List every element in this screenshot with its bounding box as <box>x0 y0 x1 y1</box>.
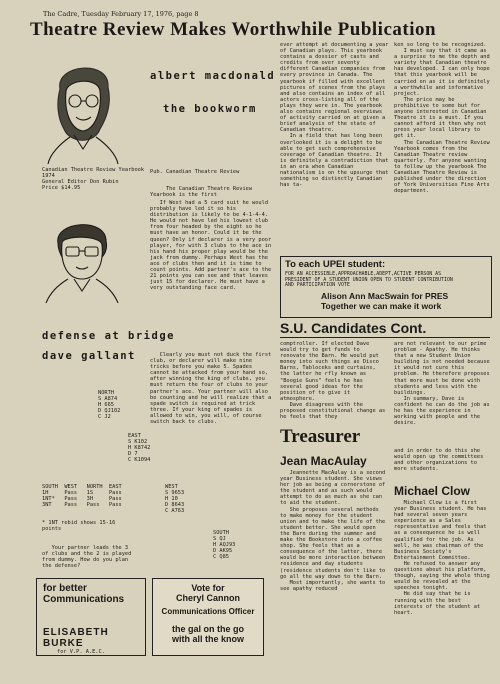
portrait-albert-macdonald <box>40 49 125 164</box>
page-header: The Cadre, Tuesday February 17, 1976, page 8 <box>43 10 199 18</box>
hand-north: NORTH S A874 H 665 D QJ102 C J2 <box>98 390 121 421</box>
column-title: the bookworm <box>163 103 257 115</box>
ad-cannon-line-5: with all the know <box>171 634 244 644</box>
ad-cannon-line-3: Communications Officer <box>161 607 255 616</box>
ad-upei-line-2: PRESIDENT OF A STUDENT UNION OPEN TO STUDENT CONTRIBUTION <box>285 276 453 283</box>
ad-burke-name: ELISABETH BURKE <box>43 627 109 649</box>
book-caption: Canadian Theatre Review Yearbook 1974 General Editor Don Rubin Price $14.95 <box>42 167 145 192</box>
ad-upei-candidate: Alison Ann MacSwain for PRES <box>321 290 449 301</box>
ad-burke-line-2: Communications <box>43 594 125 605</box>
ad-upei-line-3: AND PARTICIPATION VOTE <box>285 282 350 289</box>
su-column-1: comptroller. If elected Dave would try to get funds to renovate the Barn. He would put money into such things as Disco Barns, Tabloceks and curtains, the latter he rfly known as "Boogie Guns" feels he has several good ideas for the position of to give it atmosphere. Dave disagrees with the proposed constitutional change as he feels that they <box>280 341 386 421</box>
review-intro: The Canadian Theatre Review Yearbook is the first <box>150 186 256 199</box>
hand-east: EAST S K102 H K8742 D 7 C K1094 <box>128 433 151 464</box>
column-author-name: albert macdonald <box>150 70 276 82</box>
publisher-credit: Pub. Canadian Theatre Review <box>150 169 240 175</box>
candidate-jean-continued: and in order to do this she would open up the committees and other organizations to more students. <box>394 448 487 473</box>
bridge-paragraph-2: Clearly you must not duck the first club, or declarer will make nine tricks before you make 5. Spades cannot be attacked from your hand so, after winning the king of clubs, you must return the four of clubs to your partner's ace. Your partner will also be counting and he will realize that a spade switch is required at trick three. If your king of spades is allowed to win, you will, of course switch back to clubs. <box>150 352 275 426</box>
review-column-2: ever attempt at documenting a year of Canadian plays. This yearbook contains a dossier of casts and credits from over seventy different Canadian companies from every province in Canada. The yearbook if filled with excellent pictures of scenes from the plays and also contains an index of all actors cross-listing all of the plays they were in. The yearbook also contains regional overviews of activity carried on at given a brief analysis of the state of Canadian theatre. In a field that has long been overlooked it is a delight to be able to get such comprehensive coverage of Canadian theatre. It is definitely a contradiction that in an era when Canadian nationalism is on the upsurge that something so distinctly Canadian has ta- <box>280 42 389 189</box>
ad-cannon-line-4: the gal on the go <box>172 624 244 634</box>
headline: Theatre Review Makes Worthwhile Publication <box>30 19 437 40</box>
ad-elisabeth-burke <box>36 578 146 656</box>
su-headline: S.U. Candidates Cont. <box>280 320 427 336</box>
bridge-column-title: defense at bridge <box>42 330 175 342</box>
hand-south: SOUTH S QJ H AQJ93 D AK95 C Q85 <box>213 530 236 561</box>
ad-upei-slogan: Together we can make it work <box>321 300 442 311</box>
ad-burke-line-1: for better <box>43 583 87 594</box>
ad-upei-title: To each UPEI student: <box>285 259 386 270</box>
bridge-paragraph-1: If West had a 5 card suit he would probably have led it so his distribution is likely to be 4-1-4-4. He would not have led his lowest club from four headed by the eight so he must have an honor. Could it be the queen? Only if declarer is a very poor player, for with 3 clubs to the ace in his hand his proper play would be the jack from dummy. Perhaps West has the ace of clubs then and it is time to count points. Add partner's ace to the 21 points you can see and that leaves just 15 for declarer. He must have a very outstanding face card. <box>150 200 275 292</box>
treasurer-headline: Treasurer <box>280 426 361 447</box>
candidate-jean-name: Jean MacAulay <box>280 454 367 468</box>
ad-upei-student <box>280 256 492 318</box>
portrait-dave-gallant <box>40 213 125 303</box>
ad-upei-line-1: FOR AN ACCESSIBLE,APPROACHABLE,ADEPT,ACTIVE PERSON AS <box>285 271 442 277</box>
ad-cannon-line-1: Vote for <box>191 583 225 593</box>
divider <box>280 337 490 338</box>
bidding-note: * 1NT rebid shows 15-16 points <box>42 520 116 533</box>
review-column-3: ken so long to be recognized. I must say that it came as a surprise to me the depth and variety that Canadian theatre has developed. I can only hope that this yearbook will be carried on as it is definitely a worthwhile and informative project. The price may be prohibitive to some but for anyone interested in Canadian Theatre it is a must. If you cannot afford it then why not press your local library to get it. The Canadian Theatre Review Yearbook comes from the Canadian Theatre review quarterly. For anyone wanting to follow up the yearbook The Canadian Theatre Review is published under the direction of York Universities Fine Arts department. <box>394 42 490 195</box>
bridge-column-author: dave gallant <box>42 350 136 362</box>
su-column-2: are not relevant to our prime problem - Apathy. He thinks that a new Student Union building is not needed because it would not cure this problem. He therefore proposes that more must be done with students and less with the buildings. In summary, Dave is confident he can do the job as he has the experience in working with people and the desire. <box>394 341 490 427</box>
ad-burke-sub: for V.P. A.E.C. <box>57 649 105 655</box>
candidate-michael-name: Michael Clow <box>394 484 471 498</box>
candidate-michael-text: Michael Clow is a first year Business student. He has had several seven years experience as a Sales representative and feels that as a consequence he is well qualified for the job. As well, he was chairman of the Business Society's Entertainment Committee. He refused to answer any questions about his platform, though, saying the whole thing would be revealed at the speeches tonight. He did say that he is running with the best interests of the student at heart. <box>394 500 490 616</box>
bridge-footer: Your partner leads the 3 of clubs and the 2 is played from dummy. How do you plan the defense? <box>42 545 132 570</box>
bidding-table: SOUTH WEST NORTH EAST 1H Pass 1S Pass 1NT* Pass 3H Pass 3NT Pass Pass Pass <box>42 484 122 509</box>
ad-cannon-line-2: Cheryl Cannon <box>175 593 240 603</box>
hand-west: WEST S 9653 H 10 D 8643 C A763 <box>165 484 185 515</box>
candidate-jean-text: Jeannette MacAulay is a second year Business student. She views her job as being a cornerstone of the student and as such would attempt to do as much as she can to aid the student. She proposes several methods to make money for the student union and to make the life of the student better. She would open the Barn during the summer and make the Bookstore into a coffee shop. She feels that as a consequence of the latter, there would be more interaction between residence and day students (residence students don't like to go all the way down to the Barn. Most importantly, she wants to see apathy reduced <box>280 470 386 592</box>
ad-cheryl-cannon <box>152 578 264 656</box>
